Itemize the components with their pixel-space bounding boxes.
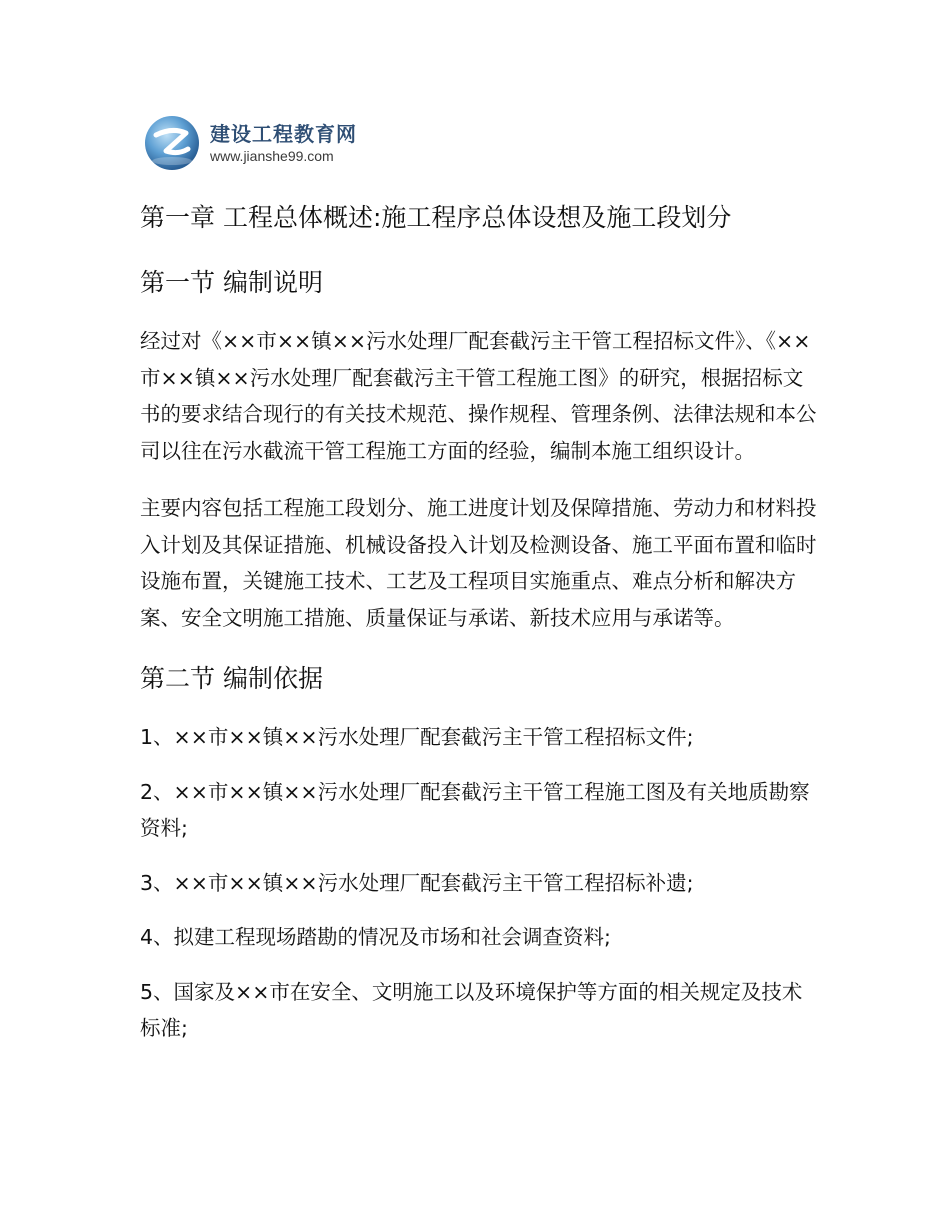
- list-item: 1、××市××镇××污水处理厂配套截污主干管工程招标文件;: [140, 725, 694, 749]
- document-body: [140, 196, 820, 1065]
- list-item: 4、拟建工程现场踏勘的情况及市场和社会调查资料;: [140, 925, 611, 949]
- logo-text: [210, 121, 357, 165]
- site-logo: [142, 113, 357, 173]
- logo-name: 建设工程教育网: [210, 122, 357, 146]
- section-title: 第一节 编制说明: [140, 268, 323, 297]
- list-item: 3、××市××镇××污水处理厂配套截污主干管工程招标补遗;: [140, 870, 694, 895]
- logo-url: www.jianshe99.com: [210, 148, 334, 164]
- paragraph: 主要内容包括工程施工段划分、施工进度计划及保障措施、劳动力和材料投入计划及其保证措施、机械设备投入计划及检测设备、施工平面布置和临时设施布置，关键施工技术、工艺及工程项目实施重点、难点分析和解决方案、安全文明施工措施、质量保证与承诺、新技术应用与承诺等。: [140, 496, 817, 630]
- list-item: 2、××市××镇××污水处理厂配套截污主干管工程施工图及有关地质勘察资料;: [140, 779, 810, 840]
- logo-globe-icon: [142, 113, 202, 173]
- section-title: 第二节 编制依据: [140, 664, 323, 693]
- chapter-title: 第一章 工程总体概述:施工程序总体设想及施工段划分: [140, 203, 732, 232]
- paragraph: 经过对《××市××镇××污水处理厂配套截污主干管工程招标文件》、《××市××镇××污水处理厂配套截污主干管工程施工图》的研究，根据招标文书的要求结合现行的有关技术规范、操作规程、管理条例、法律法规和本公司以往在污水截流干管工程施工方面的经验，编制本施工组织设计。: [140, 329, 817, 463]
- list-item: 5、国家及××市在安全、文明施工以及环境保护等方面的相关规定及技术标准;: [140, 979, 803, 1040]
